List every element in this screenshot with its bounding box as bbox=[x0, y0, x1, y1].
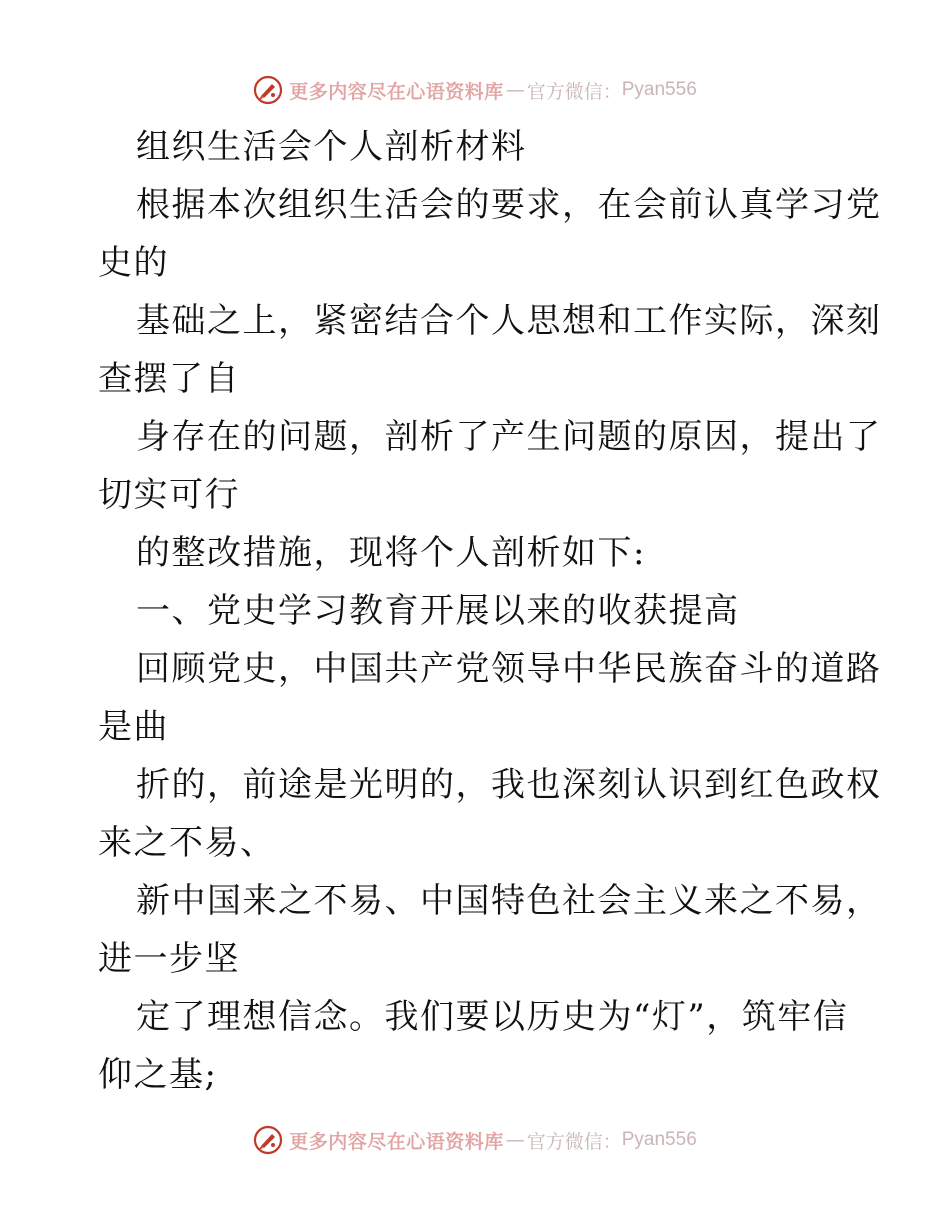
footer-wechat-id: Pyan556 bbox=[621, 1129, 697, 1150]
paragraph-line: 查摆了自 bbox=[98, 359, 240, 399]
paragraph-line: 仰之基; bbox=[98, 1055, 218, 1095]
paragraph-line: 根据本次组织生活会的要求，在会前认真学习党 bbox=[136, 185, 882, 225]
paragraph-line: 新中国来之不易、中国特色社会主义来之不易， bbox=[136, 881, 882, 921]
paragraph-line: 折的，前途是光明的，我也深刻认识到红色政权 bbox=[136, 765, 882, 805]
header-wechat-label: 官方微信： bbox=[526, 80, 622, 103]
header-wechat-id: Pyan556 bbox=[621, 79, 697, 100]
paragraph-line: 基础之上，紧密结合个人思想和工作实际，深刻 bbox=[136, 301, 882, 341]
header-banner bbox=[0, 70, 950, 110]
section-heading: 一、党史学习教育开展以来的收获提高 bbox=[136, 591, 740, 631]
footer-wechat-label: 官方微信： bbox=[526, 1130, 622, 1153]
pen-logo-icon bbox=[253, 75, 283, 105]
paragraph-line: 定了理想信念。我们要以历史为“灯”，筑牢信 bbox=[136, 997, 849, 1037]
paragraph-line: 是曲 bbox=[98, 707, 169, 747]
document-body bbox=[98, 118, 882, 1104]
header-separator: — bbox=[505, 79, 525, 101]
document-title: 组织生活会个人剖析材料 bbox=[136, 127, 527, 167]
footer-banner bbox=[0, 1120, 950, 1160]
paragraph-line: 切实可行 bbox=[98, 475, 240, 515]
paragraph-line: 身存在的问题，剖析了产生问题的原因，提出了 bbox=[136, 417, 882, 457]
paragraph-line: 进一步坚 bbox=[98, 939, 240, 979]
header-brand-text: 更多内容尽在心语资料库 bbox=[289, 80, 504, 103]
footer-separator: — bbox=[505, 1129, 525, 1151]
paragraph-line: 的整改措施，现将个人剖析如下: bbox=[136, 533, 646, 573]
paragraph-line: 史的 bbox=[98, 243, 169, 283]
footer-brand-text: 更多内容尽在心语资料库 bbox=[289, 1130, 504, 1153]
pen-logo-icon bbox=[253, 1125, 283, 1155]
paragraph-line: 来之不易、 bbox=[98, 823, 276, 863]
paragraph-line: 回顾党史，中国共产党领导中华民族奋斗的道路 bbox=[136, 649, 882, 689]
